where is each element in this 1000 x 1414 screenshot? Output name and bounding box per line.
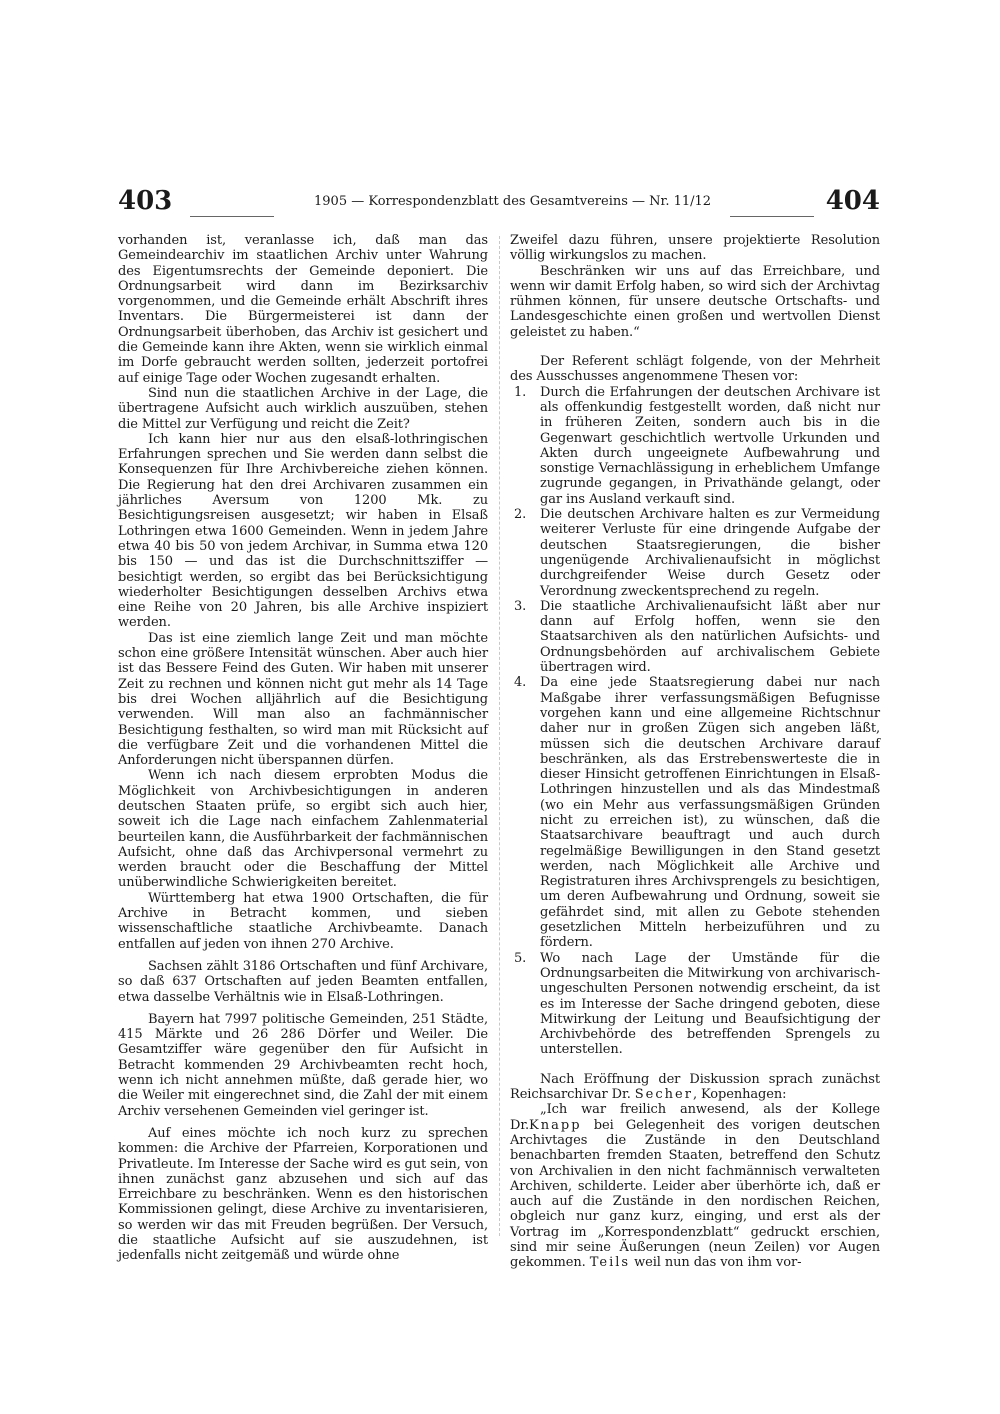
column-divider (499, 236, 500, 1236)
thesis-text: Durch die Erfahrungen der deutschen Archivare ist als offenkundig festgestellt worden, daß nicht nur in früheren Zeiten, sondern auch bis in die Gegenwart geschichtlich wertvolle Urkunden und Akten durch ungeeignete Aufbewahrung und sonstige Vernachlässigung in erheblichem Umfange zugrunde gegangen, in Privathände gelangt, oder gar ins Ausland verkauft sind. (540, 384, 880, 507)
quote-text: weil nun das von ihm vor- (630, 1255, 802, 1271)
paragraph: Bayern hat 7997 politische Gemeinden, 251 Städte, 415 Märkte und 26 286 Dörfer und Weiler. Die Gesamtziffer wäre gegenüber den für Aufsicht in Betracht kommenden 29 Archivbeamten recht hoch, wenn ich nicht annehmen müßte, daß gerade hier, wo die Weiler mit eingerechnet sind, die Zahl der mit einem Archiv versehenen Gemeinden viel geringer ist. (118, 1011, 488, 1119)
thesis-number: 4. (514, 675, 527, 691)
thesis-text: Wo nach Lage der Umstände für die Ordnungsarbeiten die Mitwirkung von archivarisch-ungeschulten Personen notwendig erscheint, da ist es im Interesse der Sache dringend geboten, diese Mitwirkung der Leitung und Beaufsichtigung der Archivbehörde des betreffenden Sprengels zu unterstellen. (540, 950, 880, 1058)
thesis-text: Die staatliche Archivalienaufsicht läßt aber nur dann auf Erfolg hoffen, wenn sie den Staatsarchiven als den natürlichen Aufsichts- und Ordnungsbehörden auf archivalischem Gebiete übertragen wird. (540, 598, 880, 676)
left-column (118, 233, 488, 1264)
thesis-number: 5. (514, 950, 527, 966)
header-rule-right (730, 216, 814, 217)
paragraph: Wenn ich nach diesem erprobten Modus die Möglichkeit von Archivbesichtigungen in anderen deutschen Staaten prüfe, so ergibt sich auch hier, soweit ich die Lage nach einfachem Zahlenmaterial beurteilen kann, die Ausführbarkeit der fachmännischen Aufsicht, ohne daß das Archivpersonal vermehrt zu werden braucht oder die Beschaffung der Mittel unüberwindliche Schwierigkeiten bereitet. (118, 768, 488, 891)
thesis-item (510, 675, 880, 950)
paragraph: vorhanden ist, veranlasse ich, daß man das Gemeindearchiv im staatlichen Archiv unter Wahrung des Eigentumsrechts der Gemeinde deponiert. Die Ordnungsarbeit wird dann im Bezirksarchiv vorgenommen, und die Gemeinde erhält Abschrift ihres Inventars. Die Bürgermeisterei ist dann der Ordnungsarbeit überhoben, das Archiv ist gesichert und die Gemeinde kann ihre Akten, wenn sie wirklich einmal im Dorfe gebraucht werden sollten, jederzeit portofrei auf einige Tage oder Wochen zugesandt erhalten. (118, 233, 488, 386)
discussion-intro (510, 1072, 880, 1103)
paragraph: Sachsen zählt 3186 Ortschaften und fünf Archivare, so daß 637 Ortschaften auf jeden Beamten entfallen, etwa dasselbe Verhältnis wie in Elsaß-Lothringen. (118, 958, 488, 1005)
paragraph: Das ist eine ziemlich lange Zeit und man möchte schon eine größere Intensität wünschen. Aber auch hier ist das Bessere Feind des Guten. Wir haben mit unserer Zeit zu rechnen und können nicht gut mehr als 14 Tage bis drei Wochen alljährlich auf die Besichtigung verwenden. Will man also an fachmännischer Besichtigung festhalten, so wird man mit Rücksicht auf die verfügbare Zeit und die vorhandenen Mittel die Anforderungen nicht überspannen dürfen. (118, 630, 488, 769)
page-header (118, 188, 880, 224)
paragraph: Württemberg hat etwa 1900 Ortschaften, die für Archive in Betracht kommen, und sieben wissenschaftliche staatliche Archivbeamte. Danach entfallen auf jeden von ihnen 270 Archive. (118, 890, 488, 952)
paragraph: Ich kann hier nur aus den elsaß-lothringischen Erfahrungen sprechen und Sie werden dann selbst die Konsequenzen für Ihre Archivbereiche ziehen können. Die Regierung hat den drei Archivaren zusammen ein jährliches Aversum von 1200 Mk. zu Besichtigungsreisen ausgesetzt; wir haben in Elsaß Lothringen etwa 1600 Gemeinden. Wenn in jedem Jahre etwa 40 bis 50 von jedem Archivar, in Summa etwa 120 bis 150 — und das ist die Durchschnittsziffer — besichtigt werden, so ergibt das bei Berücksichtigung wiederholter Besichtigungen desselben Archivs etwa eine Reihe von 20 Jahren, bis alle Archive inspiziert werden. (118, 431, 488, 631)
theses-list (510, 385, 880, 1058)
paragraph: Zweifel dazu führen, unsere projektierte Resolution völlig wirkungslos zu machen. (510, 233, 880, 264)
running-title: 1905 — Korrespondenzblatt des Gesamtvereins — Nr. 11/12 (314, 194, 712, 209)
discussion-text: Nach Eröffnung der Diskussion sprach zunächst Reichsarchivar Dr. (510, 1071, 880, 1103)
page-number-left: 403 (118, 186, 173, 216)
speaker-name: Secher (634, 1087, 693, 1103)
thesis-number: 2. (514, 507, 527, 523)
page-number-right: 404 (825, 186, 880, 216)
thesis-text: Die deutschen Archivare halten es zur Vermeidung weiterer Verluste für eine dringende Aufgabe der deutschen Staatsregierungen, die bisher ungenügende Archivalienaufsicht in möglichst durchgreifender Weise durch Gesetz oder Verordnung zweckentsprechend zu regeln. (540, 507, 880, 599)
colleague-name: Knapp (529, 1117, 582, 1133)
discussion-text: , Kopenhagen: (692, 1087, 787, 1103)
thesis-number: 1. (514, 384, 527, 400)
quote-text: „Ich war freilich anwesend, als der Kollege Dr. (510, 1102, 880, 1133)
header-rule-left (190, 216, 274, 217)
paragraph: Beschränken wir uns auf das Erreichbare, und wenn wir damit Erfolg haben, so wird sich der Archivtag rühmen können, für unsere deutsche Ortschafts- und Landesgeschichte einen großen und wertvollen Dienst geleistet zu haben.“ (510, 263, 880, 340)
paragraph: Sind nun die staatlichen Archive in der Lage, die übertragene Aufsicht auch wirklich auszuüben, stehen die Mittel zur Verfügung und reicht die Zeit? (118, 385, 488, 432)
quote-text: bei Gelegenheit des vorigen deutschen Archivtages die Zustände in den Deutschland benachbarten fremden Staaten, betreffend den Schutz von Archivalien in den nicht fachmännisch verwalteten Archiven, schilderte. Leider aber überhörte ich, daß er auch auf die Zustände in den nordischen Reichen, obgleich nur ganz kurz, einging, und erst als der Vortrag im „Korrespondenzblatt“ gedruckt erschien, sind mir seine Äußerungen (neun Zeilen) vor Augen gekommen. (510, 1117, 880, 1271)
thesis-number: 3. (514, 598, 527, 614)
emphasis-word: Teils (589, 1255, 631, 1271)
thesis-text: Da eine jede Staatsregierung dabei nur nach Maßgabe ihrer verfassungsmäßigen Befugnisse vorgehen kann und eine allgemeine Richtschnur daher nur in großen Zügen sich angeben läßt, müssen sich die deutschen Archivare darauf beschränken, als das Erstrebenswerteste die in dieser Hinsicht getroffenen Einrichtungen in Elsaß-Lothringen hinzustellen und als das Mindestmaß (wo ein Mehr aus verfassungsmäßigen Gründen nicht zu erreichen ist), zu wünschen, daß die Staatsarchivare beauftragt und auch durch regelmäßige Bewilligungen in den Stand gesetzt werden, nach Möglichkeit alle Archive und Registraturen ihres Archivsprengels zu besichtigen, um deren Aufbewahrung und Ordnung, soweit sie gefährdet sind, mit allen zu Gebote stehenden gesetzlichen Mitteln herbeizuführen und zu fördern. (540, 675, 880, 951)
quote-paragraph (510, 1102, 880, 1270)
thesis-item (510, 599, 880, 675)
thesis-item (510, 951, 880, 1058)
right-column (510, 233, 880, 1271)
paragraph: Auf eines möchte ich noch kurz zu sprechen kommen: die Archive der Pfarreien, Korporationen und Privatleute. Im Interesse der Sache wird es gut sein, von ihnen zunächst ganz abzusehen und sich auf das Erreichbare zu beschränken. Wenn es den historischen Kommissionen gelingt, diese Archive zu inventarisieren, so werden wir das mit Freuden begrüßen. Der Versuch, die staatliche Aufsicht auf sie auszudehnen, ist jedenfalls nicht zeitgemäß und würde ohne (118, 1125, 488, 1264)
thesis-item (510, 385, 880, 507)
referent-intro: Der Referent schlägt folgende, von der Mehrheit des Ausschusses angenommene Thesen vor: (510, 354, 880, 385)
thesis-item (510, 507, 880, 599)
